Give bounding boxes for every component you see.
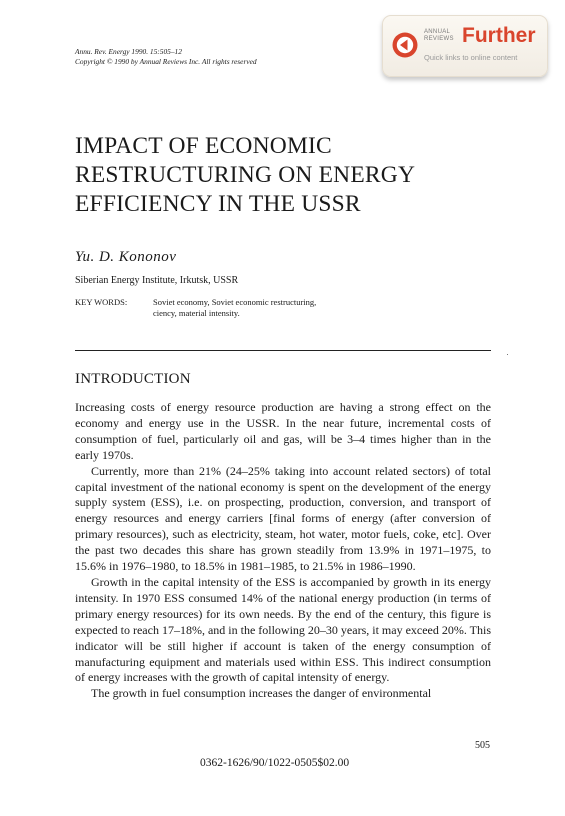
footer-code: 0362-1626/90/1022-0505$02.00 [200,757,350,769]
author-affiliation: Siberian Energy Institute, Irkutsk, USSR [75,275,239,286]
paragraph: Increasing costs of energy resource production are having a strong effect on the economy and energy use in the USSR. In the near future, incremental costs of consumption of fuel, particularly oil and gas, will be 3–4 times higher than in the early 1970s. [75,400,491,462]
author-name: Yu. D. Kononov [75,249,177,265]
body-text [75,400,491,702]
annual-label: ANNUAL [424,29,451,35]
further-badge-button[interactable] [382,15,548,77]
page-number: 505 [475,740,490,751]
paragraph: Currently, more than 21% (24–25% taking into account related sectors) of total capital investment of the national economy is spent on the development of the energy supply system (ESS), i.e. on prospecting, production, conversion, and transport of energy resources and energy carriers [final forms of energy (after conversion of primary resources), such as electricity, steam, hot water, motor fuels, coke, etc]. Over the past two decades this share has grown steadily from 13.9% in 1971–1975, to 15.6% in 1976–1980, to 18.5% in 1981–1985, to 21.5% in 1986–1990. [75,463,491,574]
citation-journal: Annu. Rev. Energy 1990. 15:505–12 [75,47,182,56]
section-heading: INTRODUCTION [75,371,191,387]
title-line: IMPACT OF ECONOMIC [75,133,332,159]
paragraph: Growth in the capital intensity of the ESS is accompanied by growth in its energy intensity. In 1970 ESS consumed 14% of the national energy production (in terms of primary energy resources) for its own needs. By the end of the century, this figure is expected to reach 17–18%, and in the following 20–30 years, it may exceed 20%. This indicator will be still higher if account is taken of the energy consumption of manufacturing equipment and materials used within ESS. This indirect consumption of energy increases with the growth of capital intensity of energy. [75,574,491,685]
further-label: Further [462,24,536,47]
article-title [75,132,415,219]
key-words-line: Soviet economy, Soviet economic restructuring, [153,297,317,307]
arrow-left-circle-icon [392,32,418,58]
reviews-label: REVIEWS [424,35,454,42]
paragraph: The growth in fuel consumption increases the danger of environmental [91,686,432,701]
title-line: EFFICIENCY IN THE USSR [75,191,361,217]
citation [75,47,257,67]
title-line: RESTRUCTURING ON ENERGY [75,162,416,188]
key-words-line: ciency, material intensity. [153,308,240,318]
further-subtitle: Quick links to online content [424,53,518,62]
divider-rule [75,350,491,351]
citation-copyright: Copyright © 1990 by Annual Reviews Inc. All rights reserved [75,57,257,66]
annual-reviews-logo-text [424,29,454,42]
key-words-label: KEY WORDS: [75,297,128,307]
stray-mark [507,354,508,355]
key-words-list [153,297,316,319]
